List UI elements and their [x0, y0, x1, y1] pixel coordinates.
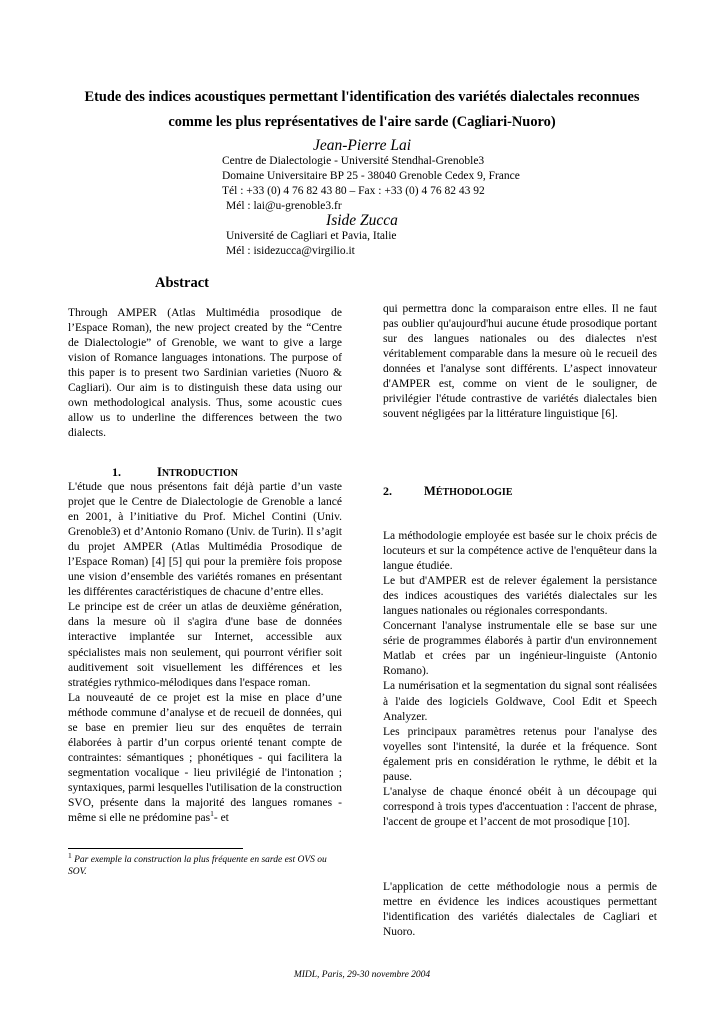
paper-title-line-2: comme les plus représentatives de l'aire sarde (Cagliari-Nuoro)	[168, 114, 556, 130]
paragraph: L'analyse de chaque énoncé obéit à un découpage qui correspond à trois types d'accentuation : l'accent de phrase, l'accent de groupe et l’accent de mot prosodique [10].	[383, 785, 657, 828]
section-title-rest: NTRODUCTION	[161, 468, 238, 479]
abstract-text	[68, 306, 342, 441]
paper-title-line-1: Etude des indices acoustiques permettant l'identification des variétés dialectales reconnues	[84, 89, 640, 105]
paragraph: Le but d'AMPER est de relever également la persistance des indices acoustiques des variétés dialectales sur les langues nationales ou régionales correspondants.	[383, 575, 657, 618]
author-name: Iside Zucca	[326, 212, 398, 229]
paragraph: Les principaux paramètres retenus pour l'analyse des voyelles sont l'intensité, la durée et la fréquence. Sont également pris en considération le rythme, le débit et la pause.	[383, 725, 657, 783]
abstract-heading: Abstract	[155, 275, 209, 291]
section-number: 1.	[112, 465, 121, 479]
footnote-reference: 1	[210, 809, 214, 819]
author-affiliation: Université de Cagliari et Pavia, Italie	[226, 230, 397, 242]
paragraph: Le principe est de créer un atlas de deuxième génération, dans la mesure où il s'agira d'une base de données interactive implantée sur Internet, accessible aux spécialistes mais non seulement, qui pourront vérifier soit auditivement soit visuellement les différences et les stratégies rythmico-mélodiques dans l'espace roman.	[68, 601, 342, 689]
footnote-text: Par exemple la construction la plus fréquente en sarde est OVS ou SOV.	[68, 855, 327, 877]
paragraph: La méthodologie employée est basée sur le choix précis de locuteurs et sur la compétence active de l'enquêteur dans la langue étudiée.	[383, 530, 657, 573]
author-affiliation: Centre de Dialectologie - Université Stendhal-Grenoble3	[222, 155, 485, 167]
abstract-paragraph: Through AMPER (Atlas Multimédia prosodique de l’Espace Roman), the new project created by the “Centre de Dialectologie” of Grenoble, we want to give a large vision of Romance languages intonations. The purpose of this paper is to present two Sardinian varieties (Nuoro & Cagliari). Our aim is to distinguish these data using our own methodological analysis. Thus, some acoustic cues allow us to underline the differences between the two dialects.	[68, 307, 342, 440]
paragraph	[68, 691, 342, 826]
methodologie-body	[383, 529, 657, 830]
author-email: Mél : isidezucca@virgilio.it	[226, 245, 355, 257]
paragraph: L'application de cette méthodologie nous a permis de mettre en évidence les indices acoustiques permettant l'identification des variétés dialectales de Cagliari et Nuoro.	[383, 881, 657, 939]
page-footer: MIDL, Paris, 29-30 novembre 2004	[293, 970, 431, 980]
abstract-continuation	[383, 302, 657, 422]
author-address: Domaine Universitaire BP 25 - 38040 Grenoble Cedex 9, France	[222, 170, 520, 182]
section-title-rest: ÉTHODOLOGIE	[435, 487, 513, 498]
paragraph: Concernant l'analyse instrumentale elle se base sur une série de programmes élaborés à partir d'un environnement Matlab et crées par un ingénieur-linguiste (Antonio Romano).	[383, 620, 657, 678]
abstract-paragraph: qui permettra donc la comparaison entre elles. Il ne faut pas oublier qu'aujourd'hui aucune étude prosodique portant sur des langues nationales ou des dialectes n'est véritablement comparable dans la mesure où le recueil des données et l'analyse sont différents. L’aspect innovateur d'AMPER est, comme on vient de le souligner, de privilégier l'étude contrastive de variétés dialectales bien souvent négligées par la littérature linguistique [6].	[383, 303, 657, 421]
section-title-initial: M	[424, 484, 436, 498]
paragraph-text: - et	[213, 812, 229, 825]
author-email: Mél : lai@u-grenoble3.fr	[226, 200, 342, 212]
footnote	[68, 850, 342, 878]
footnote-marker: 1	[68, 850, 72, 860]
methodologie-conclusion	[383, 880, 657, 940]
paragraph-text: La nouveauté de ce projet est la mise en place d’une méthode commune d’analyse et de recueil de données, qui se base en premier lieu sur des enquêtes de terrain élaborées à partir d’un corpus orienté tenant compte de contraintes: sémantiques ; phonétiques - qui facilitera la segmentation vocalique - lieu privilégié de l'intonation ; syntaxiques, parmi lesquelles l'utilisation de la construction SVO, présente dans la majorité des langues romanes - même si elle ne prédomine pas	[68, 691, 342, 825]
author-name: Jean-Pierre Lai	[313, 137, 411, 154]
section-title-initial: I	[157, 465, 162, 479]
paragraph: L'étude que nous présentons fait déjà partie d’un vaste projet que le Centre de Dialectologie de Grenoble a lancé en 2001, à l’initiative du Prof. Michel Contini (Univ. Grenoble3) et d’Antonio Romano (Univ. de Turin). Il s’agit du projet AMPER (Atlas Multimédia Prosodique de l’Espace Roman) [4] [5] qui pour la première fois propose une vision d’ensemble des variétés romanes en présentant les différentes caractéristiques de chacune d’entre elles.	[68, 481, 342, 599]
section-number: 2.	[383, 484, 392, 498]
author-phone-fax: Tél : +33 (0) 4 76 82 43 80 – Fax : +33 (0) 4 76 82 43 92	[222, 185, 485, 197]
footnote-separator	[68, 848, 243, 849]
section-heading-introduction	[112, 465, 238, 480]
section-heading-methodologie	[383, 484, 513, 499]
paragraph: La numérisation et la segmentation du signal sont réalisées à l'aide des logiciels Goldwave, Cool Edit et Speech Analyzer.	[383, 680, 657, 723]
introduction-body	[68, 480, 342, 826]
